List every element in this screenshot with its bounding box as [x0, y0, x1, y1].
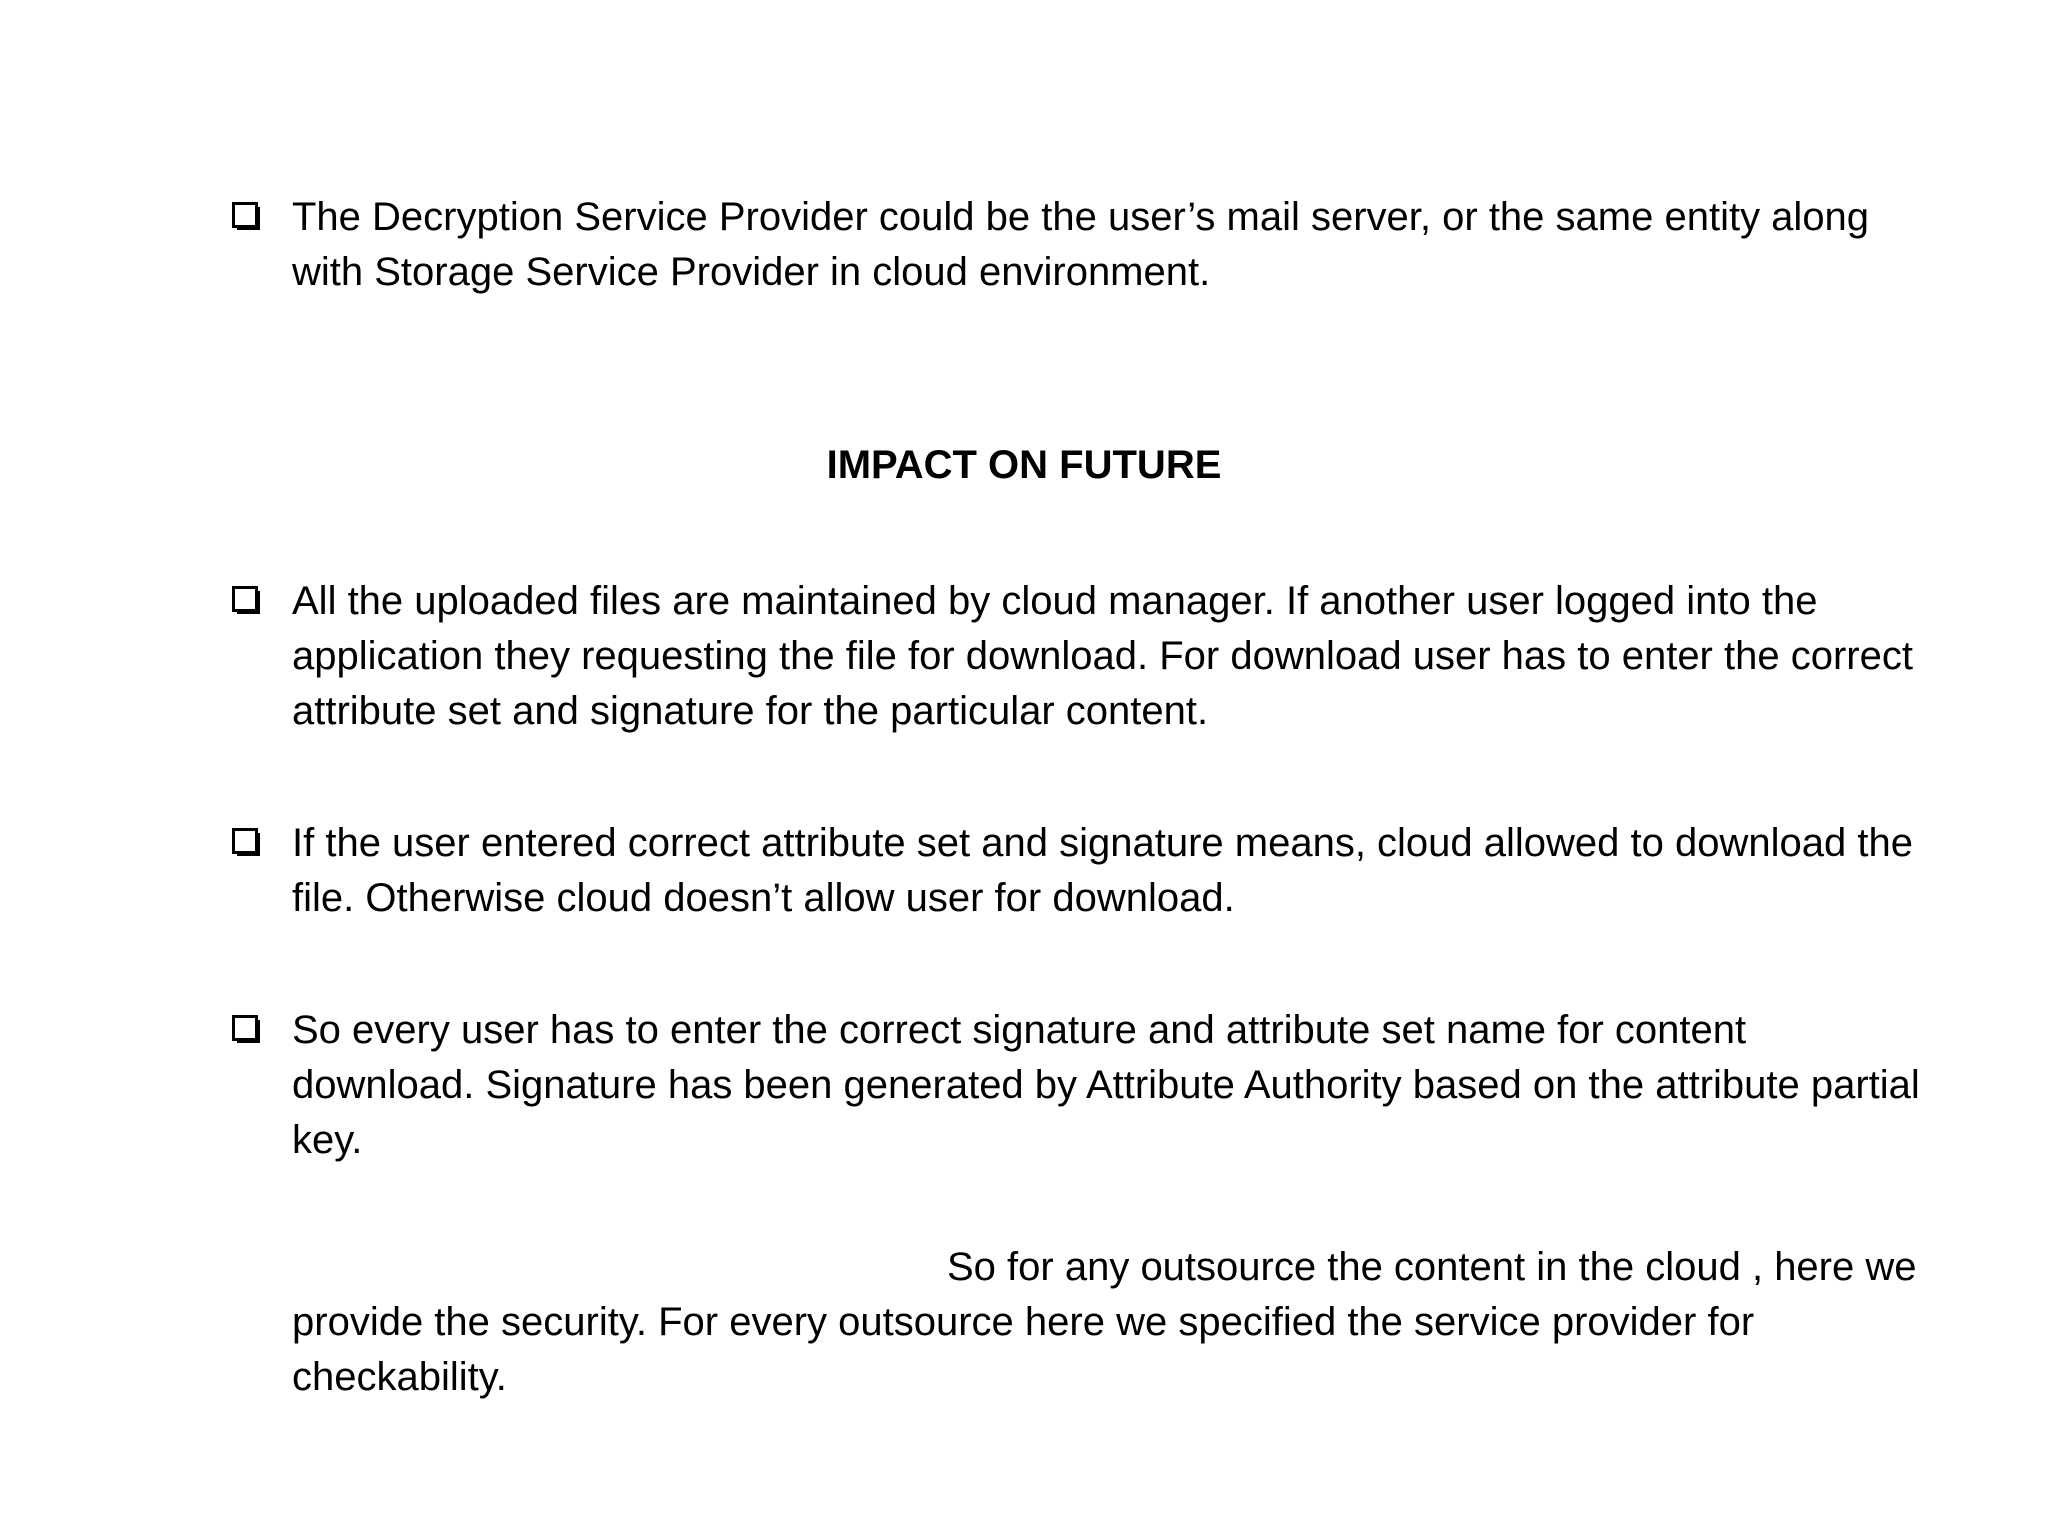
bullet-text: The Decryption Service Provider could be the user’s mail server, or the same entity along with Storage Service Provider in cloud environment.	[292, 195, 1870, 294]
closing-text: So for any outsource the content in the cloud , here we provide the security. For every outsource here we specified the service provider for checkability.	[292, 1245, 1917, 1399]
checkbox-icon	[228, 586, 262, 620]
bullet-text: So every user has to enter the correct signature and attribute set name for content download. Signature has been generated by Attribute Authority based on the attribute partial key.	[292, 1008, 1920, 1162]
bullet-item	[228, 1003, 1928, 1168]
bullet-item	[228, 816, 1928, 926]
bullet-item	[228, 190, 1928, 300]
bullet-text: If the user entered correct attribute set and signature means, cloud allowed to download the file. Otherwise cloud doesn’t allow user for download.	[292, 821, 1913, 920]
checkbox-icon	[228, 828, 262, 862]
bullet-item	[228, 574, 1928, 739]
closing-paragraph	[292, 1240, 1932, 1405]
section-heading: IMPACT ON FUTURE	[826, 443, 1222, 487]
bullet-text: All the uploaded files are maintained by cloud manager. If another user logged into the application they requesting the file for download. For download user has to enter the correct attribute set and signature for the particular content.	[292, 579, 1913, 733]
checkbox-icon	[228, 1015, 262, 1049]
checkbox-icon	[228, 202, 262, 236]
